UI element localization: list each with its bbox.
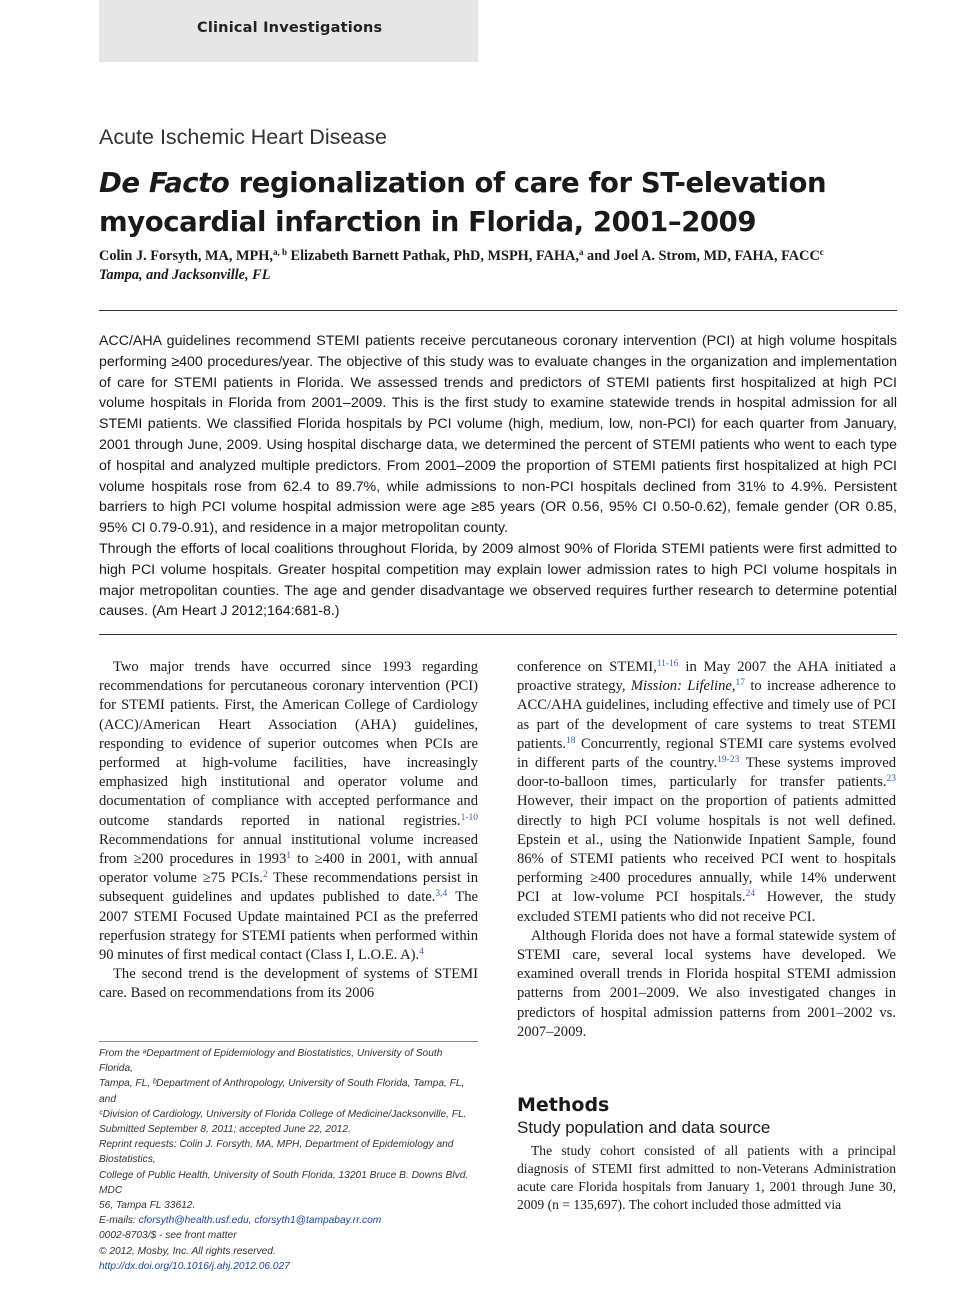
text-span: However, the study excluded STEMI patients who did not receive PCI. xyxy=(517,889,896,925)
text-span: These recommendations persist in subsequent guidelines and updates published to date. xyxy=(99,870,478,906)
abstract-paragraph-2: Through the efforts of local coalitions throughout Florida, by 2009 almost 90% of Florida STEMI patients were first admitted to high PCI volume hospitals. Greater hospital competition may explain lower admission rates to high PCI volume hospitals in major metropolitan counties. The age and gender disadvantage we observed requires further research to determine potential causes. (Am Heart J 2012;164:681-8.) xyxy=(99,540,897,620)
text-span: However, their impact on the proportion of patients admitted directly to high PCI volume hospitals is not well defined. Epstein et al., using the Nationwide Inpatient Sample, found 86% of STEMI patients who received PCI went to hospitals performing ≥400 procedures annually, while 14% underwent PCI at low-volume PCI hospitals. xyxy=(517,793,896,906)
footnote-line: Reprint requests: Colin J. Forsyth, MA, MPH, Department of Epidemiology and Biostatistics, xyxy=(99,1139,454,1166)
author-list xyxy=(99,247,909,266)
footnote-line: Tampa, FL, ᵇDepartment of Anthropology, University of South Florida, Tampa, FL, and xyxy=(99,1078,465,1105)
author-3: and Joel A. Strom, MD, FAHA, FACC xyxy=(583,248,820,264)
footnote-rule xyxy=(99,1041,478,1042)
email-link-1[interactable]: cforsyth@health.usf.edu xyxy=(138,1215,249,1227)
text-span: Two major trends have occurred since 1993 regarding recommendations for percutaneous coronary intervention (PCI) for STEMI patients. First, the American College of Cardiology (ACC)/American Heart Association (AHA) guidelines, responding to evidence of superior outcomes when PCIs are performed at high-volume facilities, have increasingly emphasized high institutional and operator volume and documentation of compliance with accepted performance and outcome standards reported in national registries. xyxy=(99,659,478,829)
article-category: Acute Ischemic Heart Disease xyxy=(99,125,387,149)
footnote-line: 56, Tampa FL 33612. xyxy=(99,1200,196,1212)
footnote-line: © 2012, Mosby, Inc. All rights reserved. xyxy=(99,1245,276,1257)
author-location: Tampa, and Jacksonville, FL xyxy=(99,267,271,283)
footnote-line: ᶜDivision of Cardiology, University of Florida College of Medicine/Jacksonville, FL. xyxy=(99,1108,467,1120)
footnote-line: College of Public Health, University of South Florida, 13201 Bruce B. Downs Blvd. MDC xyxy=(99,1169,469,1196)
citation-link[interactable]: 18 xyxy=(566,735,576,746)
author-3-affiliation: c xyxy=(819,247,824,257)
citation-link[interactable]: 4 xyxy=(419,947,424,958)
citation-link[interactable]: 23 xyxy=(886,774,896,785)
section-tag xyxy=(99,0,478,62)
intro-paragraph-1 xyxy=(99,658,478,965)
email-link-2[interactable]: cforsyth1@tampabay.rr.com xyxy=(254,1215,382,1227)
methods-subheading: Study population and data source xyxy=(517,1118,771,1137)
abstract-bottom-rule xyxy=(99,634,897,635)
citation-link[interactable]: 11-16 xyxy=(656,659,679,669)
citation-link[interactable]: 3,4 xyxy=(435,889,448,900)
footnote-line: Submitted September 8, 2011; accepted June 22, 2012. xyxy=(99,1124,351,1136)
text-span: to ≥400 in 2001, with annual operator volume ≥75 PCIs. xyxy=(99,851,478,887)
citation-link[interactable]: 2 xyxy=(262,870,268,881)
text-span: , xyxy=(248,1215,255,1227)
abstract-paragraph-1: ACC/AHA guidelines recommend STEMI patients receive percutaneous coronary intervention (PCI) at high volume hospitals performing ≥400 procedures/year. The objective of this study was to evaluate changes in the organization and implementation of care for STEMI patients in Florida. We assessed trends and predictors of STEMI patients first hospitalized at high PCI volume hospitals in Florida from 2001–2009. This is the first study to examine statewide trends in hospital admission for all STEMI patients. We classified Florida hospitals by PCI volume (high, medium, low, non-PCI) for each quarter from January, 2001 through June, 2009. Using hospital discharge data, we determined the percent of STEMI patients who went to each type of hospital and analyzed multiple predictors. From 2001–2009 the proportion of STEMI patients first hospitalized at high PCI volume hospitals rose from 62.4 to 89.7%, while admissions to non-PCI hospitals declined from 31% to 4.9%. Persistent barriers to high PCI volume hospital admission were age ≥85 years (OR 0.56, 95% CI 0.50-0.62), female gender (OR 0.85, 95% CI 0.79-0.91), and residence in a major metropolitan county. xyxy=(99,333,897,537)
abstract-top-rule xyxy=(99,310,897,311)
intro-paragraph-3 xyxy=(517,658,896,927)
article-title xyxy=(99,164,859,242)
text-span: Recommendations for annual institutional volume increased from ≥200 procedures in 1993 xyxy=(99,831,478,868)
text-span: Concurrently, regional STEMI care systems evolved in different parts of the country. xyxy=(517,735,896,772)
methods-body xyxy=(517,1142,896,1214)
italic-span: Mission: Lifeline xyxy=(630,678,732,695)
text-span: The 2007 STEMI Focused Update maintained PCI as the preferred reperfusion strategy for STEMI patients when performed within 90 minutes of first medical contact (Class I, L.O.E. A). xyxy=(99,889,478,964)
text-span: to increase adherence to ACC/AHA guidelines, including effective and timely use of PCI as part of the development of care systems to treat STEMI patients. xyxy=(517,678,896,752)
citation-link[interactable]: 19-23 xyxy=(717,755,740,766)
footnote-line: From the ᵃDepartment of Epidemiology and Biostatistics, University of South Florida, xyxy=(99,1048,443,1075)
citation-link[interactable]: 17 xyxy=(735,678,746,689)
body-left-column xyxy=(99,658,478,1004)
citation-link[interactable]: 24 xyxy=(745,889,756,900)
abstract xyxy=(99,331,897,622)
intro-paragraph-4: Although Florida does not have a formal statewide system of STEMI care, several local systems have developed. We examined overall trends in Florida hospital STEMI admission patterns from 2001–2009. We also investigated changes in predictors of hospital admission patterns from 2001–2002 vs. 2007–2009. xyxy=(517,927,896,1040)
citation-link[interactable]: 1 xyxy=(286,851,292,862)
body-right-column xyxy=(517,658,896,1042)
author-2-affiliation: a xyxy=(578,247,584,257)
section-tag-label: Clinical Investigations xyxy=(197,20,383,36)
intro-paragraph-2: The second trend is the development of systems of STEMI care. Based on recommendations from its 2006 xyxy=(99,966,478,1002)
author-1-affiliation: a, b xyxy=(272,247,287,257)
author-1: Colin J. Forsyth, MA, MPH, xyxy=(99,248,273,264)
citation-link[interactable]: 1-10 xyxy=(460,812,478,823)
text-span: These systems improved door-to-balloon times, particularly for transfer patients. xyxy=(517,755,896,791)
author-2: Elizabeth Barnett Pathak, PhD, MSPH, FAHA, xyxy=(286,248,579,264)
text-span: , xyxy=(731,678,736,695)
methods-heading: Methods xyxy=(517,1094,610,1116)
text-span: E-mails: xyxy=(99,1215,139,1227)
text-span: in May 2007 the AHA initiated a proactive strategy, xyxy=(517,659,896,695)
text-span: conference on STEMI, xyxy=(517,659,657,675)
footnote-emails xyxy=(99,1213,478,1228)
methods-paragraph-1: The study cohort consisted of all patients with a principal diagnosis of STEMI first admitted to non-Veterans Administration acute care Florida hospitals from January 1, 2001 through June 30, 2009 (n = 135,697). The cohort included those admitted via xyxy=(517,1143,896,1212)
footnotes xyxy=(99,1046,478,1274)
doi-link[interactable]: http://dx.doi.org/10.1016/j.ahj.2012.06.027 xyxy=(99,1260,290,1272)
title-rest: regionalization of care for ST-elevation myocardial infarction in Florida, 2001–2009 xyxy=(99,167,827,238)
footnote-line: 0002-8703/$ - see front matter xyxy=(99,1230,237,1242)
title-italic: De Facto xyxy=(99,167,230,199)
